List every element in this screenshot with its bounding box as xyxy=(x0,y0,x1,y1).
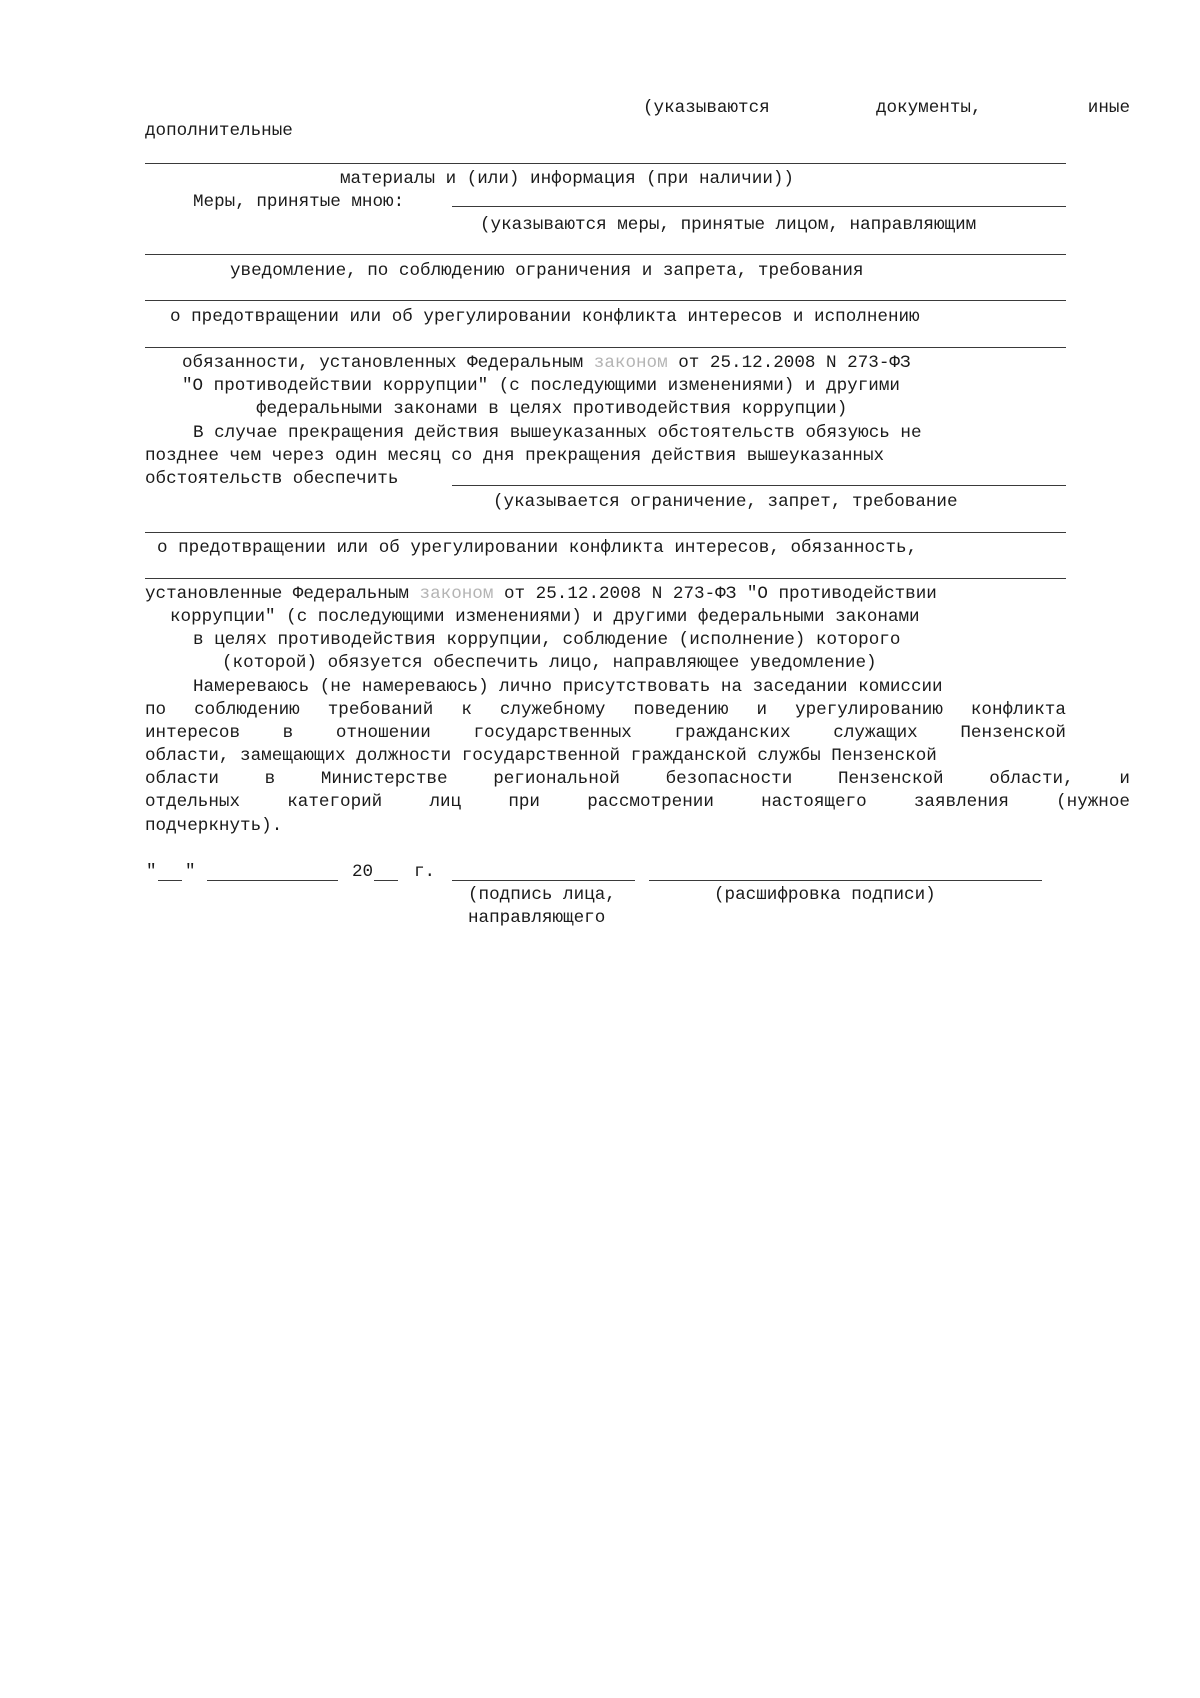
word: региональной xyxy=(493,769,620,789)
word: Пензенской xyxy=(837,769,944,789)
word: при xyxy=(508,792,540,812)
word: иные xyxy=(1087,98,1130,118)
line-04-label: Меры, принятые мною: xyxy=(193,192,405,212)
blank-line xyxy=(145,578,1066,579)
line-08 xyxy=(182,352,911,375)
line-18: в целях противодействия коррупции, соблюдение (исполнение) которого xyxy=(193,630,901,650)
blank-line xyxy=(145,347,1066,348)
word: отдельных xyxy=(145,792,241,812)
text: от 25.12.2008 N 273-ФЗ "О противодействии xyxy=(493,584,937,604)
word: по xyxy=(145,700,167,720)
law-link[interactable]: законом xyxy=(419,584,494,604)
date-year-suffix: г. xyxy=(414,862,436,882)
line-24 xyxy=(145,768,1130,791)
law-link[interactable]: законом xyxy=(593,353,668,373)
text: установленные Федеральным xyxy=(145,584,420,604)
word: области, xyxy=(989,769,1074,789)
line-20: Намереваюсь (не намереваюсь) лично присутствовать на заседании комиссии xyxy=(193,677,943,697)
word: поведению xyxy=(633,700,729,720)
line-02: дополнительные xyxy=(145,121,293,141)
decoding-caption: (расшифровка подписи) xyxy=(714,885,936,905)
word: Пензенской xyxy=(960,723,1066,743)
word: и xyxy=(756,700,768,720)
line-01 xyxy=(643,97,1130,120)
word: служащих xyxy=(833,723,918,743)
line-09: "О противодействии коррупции" (с последующими изменениями) и другими xyxy=(182,376,900,396)
word: (нужное xyxy=(1056,792,1130,812)
line-05: (указываются меры, принятые лицом, направляющим xyxy=(480,215,977,235)
word: соблюдению xyxy=(194,700,300,720)
date-quote-close: " xyxy=(185,862,196,882)
line-14: (указывается ограничение, запрет, требование xyxy=(493,492,958,512)
word: и xyxy=(1119,769,1130,789)
word: лиц xyxy=(429,792,462,812)
line-11: В случае прекращения действия вышеуказанных обстоятельств обязуюсь не xyxy=(193,423,922,443)
date-year-prefix: 20 xyxy=(352,862,374,882)
word: в xyxy=(282,723,294,743)
word: гражданских xyxy=(674,723,791,743)
word: настоящего xyxy=(761,792,867,812)
date-month-field xyxy=(207,880,338,881)
line-22 xyxy=(145,722,1066,745)
line-10: федеральными законами в целях противодействия коррупции) xyxy=(256,399,848,419)
measures-field-line xyxy=(452,206,1066,207)
word: конфликта xyxy=(970,700,1066,720)
line-23: области, замещающих должности государственной гражданской службы Пензенской xyxy=(145,746,937,766)
word: требований xyxy=(327,700,434,720)
line-25 xyxy=(145,791,1130,814)
word: рассмотрении xyxy=(587,792,714,812)
date-day-field xyxy=(158,880,182,881)
line-17: коррупции" (с последующими изменениями) и другими федеральными законами xyxy=(170,607,920,627)
signature-caption: (подпись лица, xyxy=(468,885,616,905)
line-03: материалы и (или) информация (при наличии)) xyxy=(340,169,794,189)
word: урегулированию xyxy=(795,700,943,720)
word: в xyxy=(264,769,276,789)
line-13-label: обстоятельств обеспечить xyxy=(145,469,399,489)
line-26: подчеркнуть). xyxy=(145,816,283,836)
word: к xyxy=(461,700,472,720)
line-19: (которой) обязуется обеспечить лицо, направляющее уведомление) xyxy=(222,653,877,673)
word: области xyxy=(145,769,219,789)
word: документы, xyxy=(875,98,982,118)
line-12: позднее чем через один месяц со дня прекращения действия вышеуказанных xyxy=(145,446,885,466)
word: служебному xyxy=(499,700,606,720)
word: отношении xyxy=(335,723,431,743)
blank-line xyxy=(145,300,1066,301)
line-07: о предотвращении или об урегулировании конфликта интересов и исполнению xyxy=(170,307,920,327)
word: Министерстве xyxy=(320,769,448,789)
word: заявления xyxy=(913,792,1009,812)
line-15: о предотвращении или об урегулировании конфликта интересов, обязанность, xyxy=(157,538,918,558)
signature-field xyxy=(452,880,635,881)
word: безопасности xyxy=(665,769,793,789)
line-06: уведомление, по соблюдению ограничения и запрета, требования xyxy=(230,261,864,281)
ensure-field-line xyxy=(452,485,1066,486)
text: обязанности, установленных Федеральным xyxy=(182,353,594,373)
blank-line xyxy=(145,254,1066,255)
blank-line xyxy=(145,532,1066,533)
date-year-field xyxy=(374,880,398,881)
word: государственных xyxy=(473,723,632,743)
date-quote-open: " xyxy=(146,862,157,882)
signature-caption-cont: направляющего xyxy=(468,908,606,928)
word: интересов xyxy=(145,723,241,743)
word: категорий xyxy=(287,792,383,812)
blank-line xyxy=(145,163,1066,164)
text: от 25.12.2008 N 273-ФЗ xyxy=(667,353,911,373)
word: (указываются xyxy=(643,98,770,118)
line-21 xyxy=(145,699,1066,722)
signature-decoding-field xyxy=(649,880,1042,881)
line-16 xyxy=(145,583,937,606)
